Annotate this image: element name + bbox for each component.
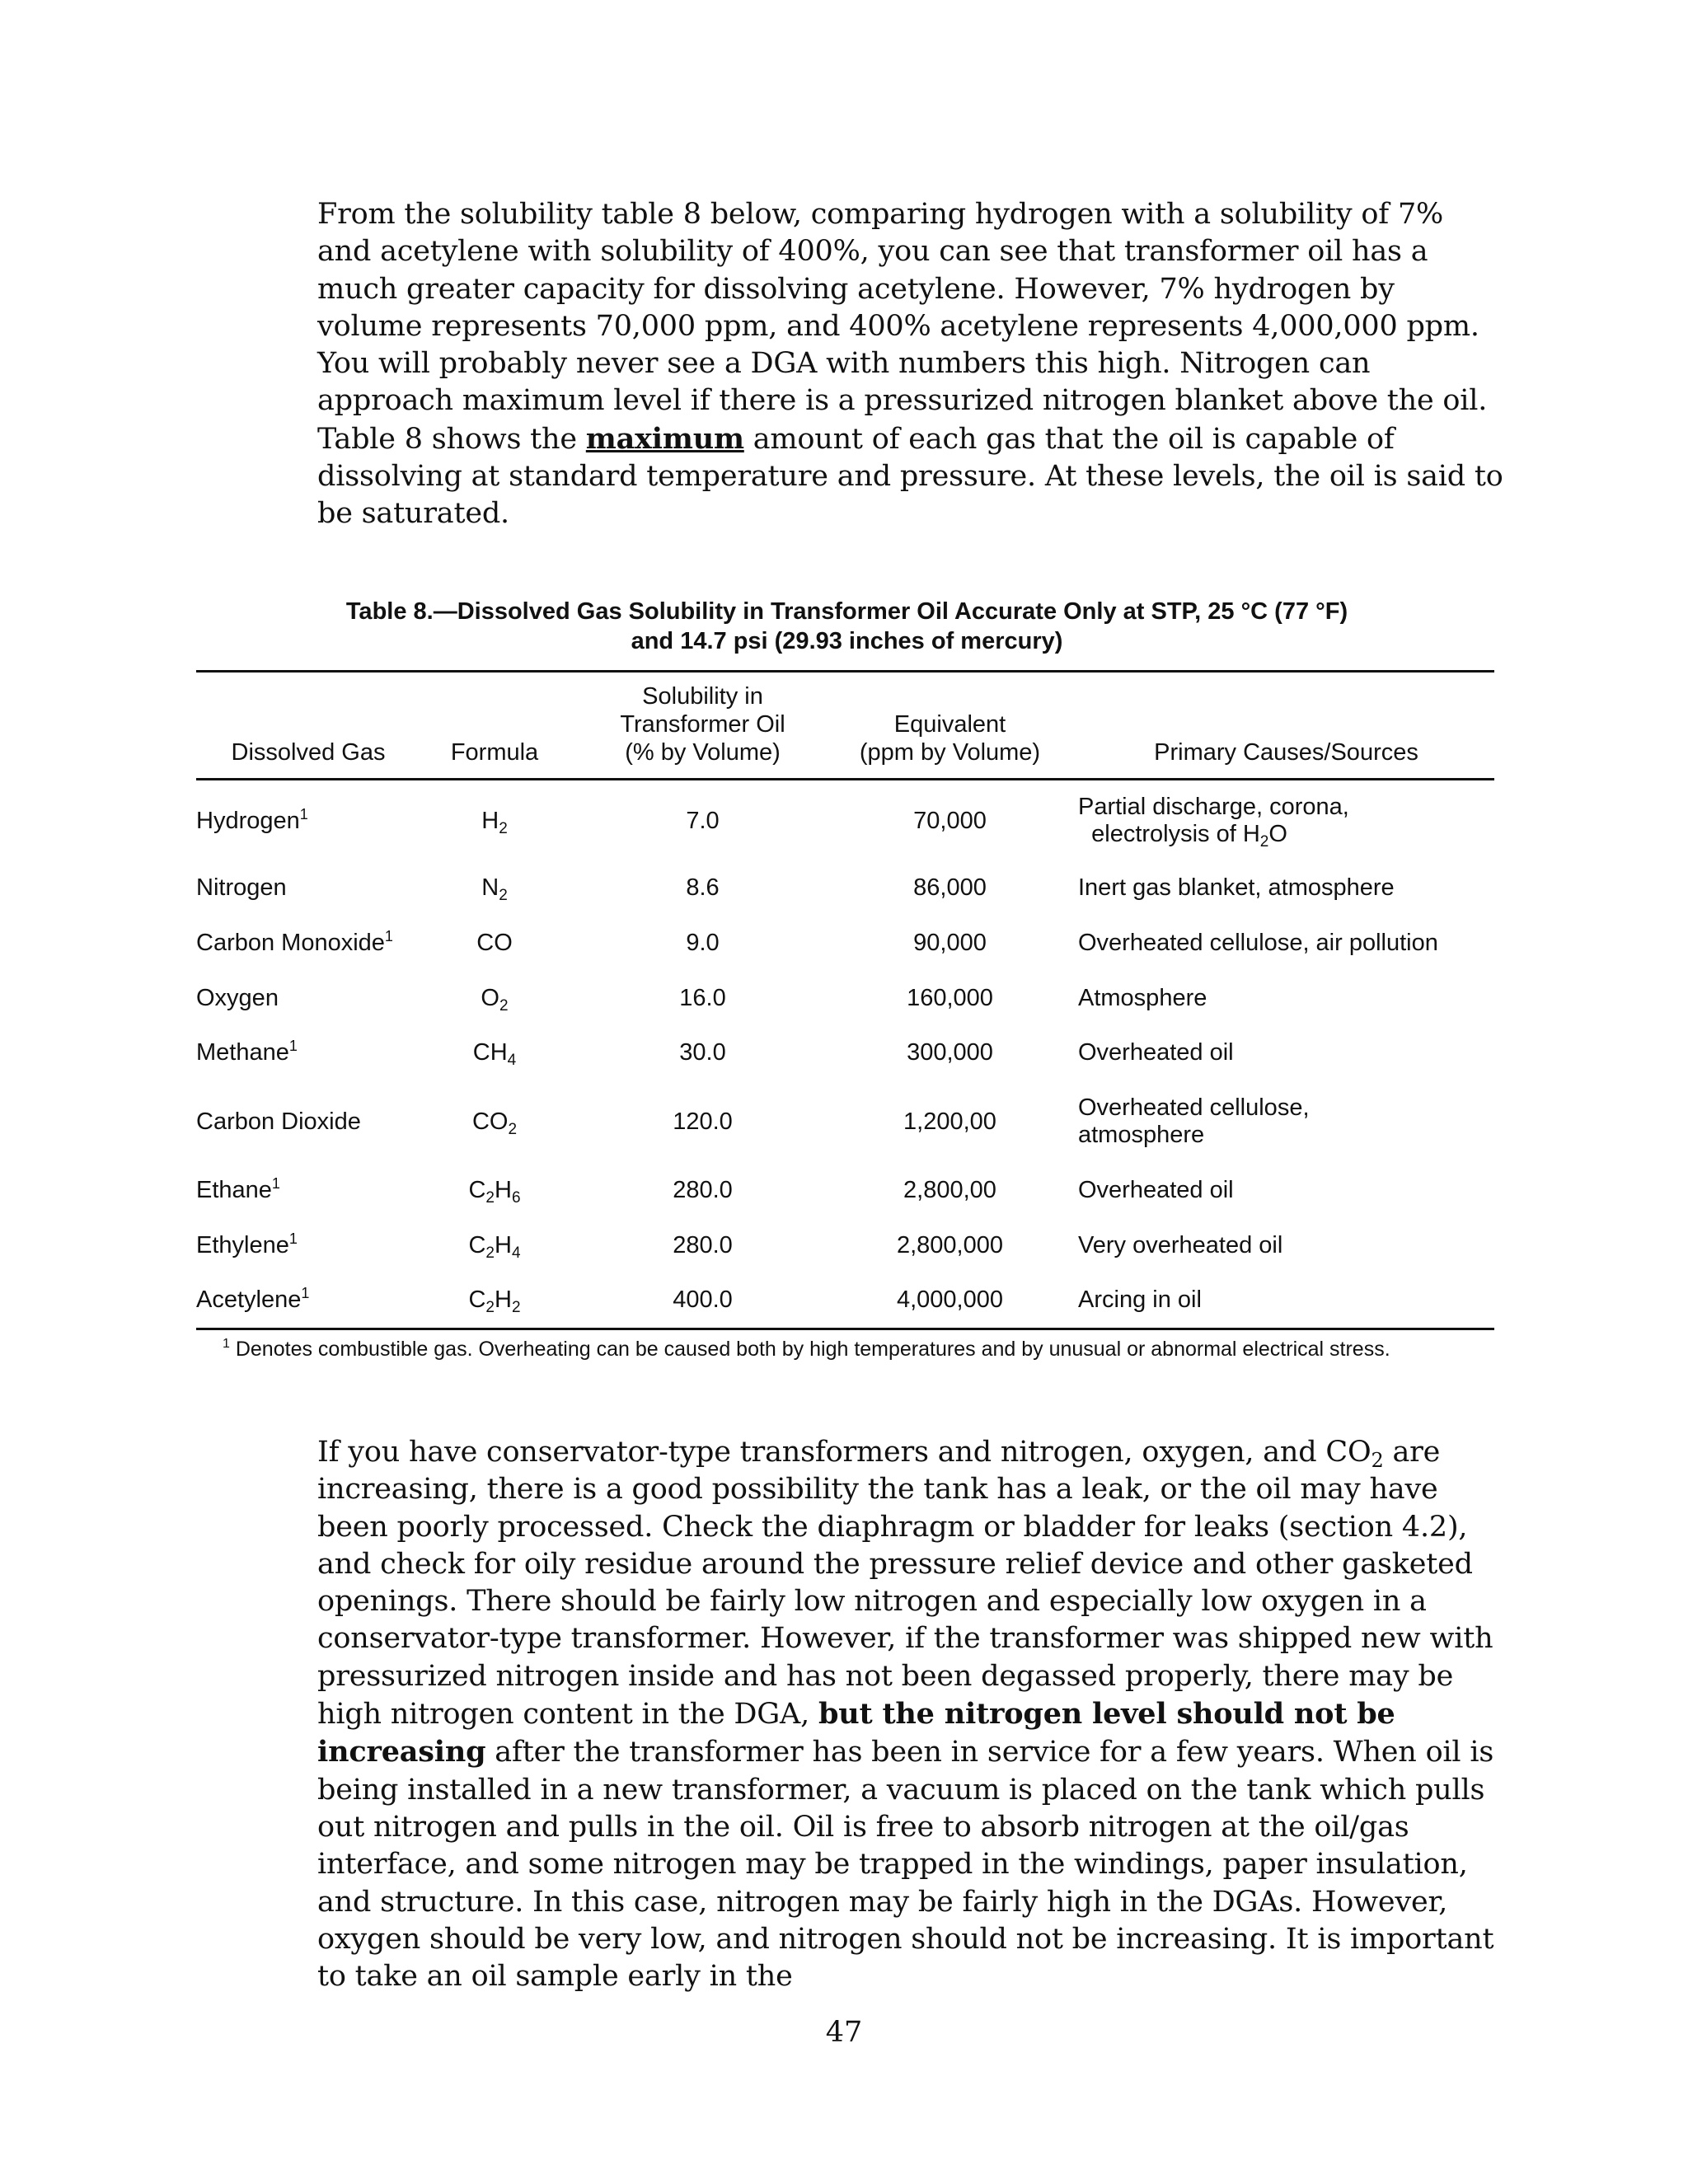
cause-subscript: 2 — [1259, 832, 1269, 851]
table-row — [196, 1025, 1494, 1080]
cell-equivalent: 2,800,000 — [896, 1231, 1003, 1258]
cell-equivalent: 4,000,000 — [896, 1286, 1003, 1314]
cell-cause: Overheated oil — [1078, 1039, 1234, 1066]
para2-text-a: If you have conservator-type transformers and nitrogen, oxygen, and CO — [317, 1436, 1372, 1469]
formula-part: H — [495, 1231, 512, 1258]
cause-line2-end: O — [1268, 820, 1287, 847]
footnote-text: Denotes combustible gas. Overheating can be caused both by high temperatures and by unusual or abnormal electrical stress. — [229, 1338, 1390, 1361]
gas-name: Acetylene — [196, 1286, 302, 1314]
gas-name: Nitrogen — [196, 874, 287, 902]
cell-gas — [196, 1163, 420, 1218]
header-solubility-line3: (% by Volume) — [625, 739, 781, 766]
formula-part: O — [481, 984, 499, 1011]
cell-solubility: 120.0 — [673, 1108, 733, 1135]
table-row — [196, 1272, 1494, 1329]
para1-text-a: From the solubility table 8 below, comparing hydrogen with a solubility of 7% and acetylene with solubility of 400%, you can see that transformer oil has a much greater capacity for dissolving acetylene. However, 7% hydrogen by volume represents 70,000 ppm, and 400% acetylene represents 4,000,000 ppm. You will probably never see a DGA with numbers this high. Nitrogen can approach maximum level if there is a pressurized nitrogen blanket above the oil. Table 8 shows the — [317, 198, 1488, 456]
header-equivalent — [837, 672, 1063, 780]
cell-gas — [196, 1025, 420, 1080]
cell-cause: Arcing in oil — [1078, 1286, 1202, 1314]
gas-name: Hydrogen — [196, 807, 300, 834]
para1-emphasis: maximum — [585, 421, 744, 456]
cell-solubility: 8.6 — [686, 874, 720, 902]
gas-name: Carbon Dioxide — [196, 1108, 361, 1135]
cell-formula — [420, 1025, 569, 1080]
cell-cause: Atmosphere — [1078, 984, 1207, 1011]
combustible-footnote-marker: 1 — [301, 1285, 310, 1302]
cell-equivalent: 90,000 — [913, 930, 987, 957]
cell-formula — [420, 1217, 569, 1272]
header-primary-causes: Primary Causes/Sources — [1154, 739, 1418, 766]
gas-name: Oxygen — [196, 984, 279, 1011]
formula-subscript: 2 — [485, 1299, 495, 1317]
cell-equivalent: 2,800,00 — [903, 1177, 996, 1204]
para1-text-b: amount of each gas that the oil is capable of dissolving at standard temperature and pressure. At these levels, the oil is said to be saturated. — [317, 422, 1503, 531]
table-caption-line1: Table 8.—Dissolved Gas Solubility in Transformer Oil Accurate Only at STP, 25 °C (77 °F) — [345, 598, 1348, 625]
formula-part: CH — [472, 1039, 508, 1066]
combustible-footnote-marker: 1 — [288, 1038, 298, 1055]
cell-cause — [1063, 780, 1494, 861]
formula-subscript: 2 — [508, 1120, 518, 1138]
gas-name: Ethane — [196, 1177, 272, 1204]
cell-solubility: 16.0 — [679, 984, 726, 1011]
formula-part: C — [468, 1286, 486, 1314]
cause-line2: atmosphere — [1078, 1121, 1205, 1148]
formula-subscript: 2 — [499, 887, 508, 905]
cell-equivalent: 1,200,00 — [903, 1108, 996, 1135]
cell-cause: Overheated oil — [1078, 1177, 1234, 1204]
formula-subscript: 4 — [507, 1052, 517, 1070]
cell-solubility: 400.0 — [673, 1286, 733, 1314]
table-row — [196, 1080, 1494, 1163]
cell-cause: Very overheated oil — [1078, 1231, 1283, 1258]
formula-part: C — [468, 1231, 486, 1258]
formula-part: CO — [471, 1108, 509, 1135]
combustible-footnote-marker: 1 — [299, 805, 308, 823]
table-row — [196, 970, 1494, 1025]
formula-part: H — [495, 1286, 512, 1314]
cell-formula — [420, 970, 569, 1025]
para2-subscript: 2 — [1371, 1449, 1384, 1472]
table-row — [196, 860, 1494, 916]
cell-equivalent: 70,000 — [913, 807, 987, 834]
cell-cause — [1063, 1080, 1494, 1163]
formula-subscript: 2 — [499, 996, 509, 1015]
cause-line1: Overheated cellulose, — [1078, 1094, 1310, 1121]
cell-gas — [196, 1080, 420, 1163]
cell-solubility: 9.0 — [686, 930, 720, 957]
cell-gas — [196, 860, 420, 916]
table-caption-line2: and 14.7 psi (29.93 inches of mercury) — [631, 628, 1063, 654]
cell-cause: Inert gas blanket, atmosphere — [1078, 874, 1395, 902]
formula-subscript: 6 — [511, 1189, 521, 1207]
cell-solubility: 7.0 — [686, 807, 720, 834]
combustible-footnote-marker: 1 — [288, 1230, 298, 1247]
cell-solubility: 280.0 — [673, 1177, 733, 1204]
cell-gas — [196, 1272, 420, 1329]
conservator-paragraph — [317, 1434, 1504, 1995]
gas-name: Methane — [196, 1039, 289, 1066]
formula-subscript: 4 — [511, 1244, 521, 1262]
table-footnote — [223, 1337, 1517, 1361]
formula-part: H — [481, 807, 499, 834]
table-header-row — [196, 672, 1494, 780]
cause-line2: electrolysis of H — [1091, 820, 1260, 847]
formula-subscript: 2 — [485, 1244, 495, 1262]
header-solubility-line2: Transformer Oil — [620, 711, 785, 738]
header-equivalent-line2: (ppm by Volume) — [859, 739, 1041, 766]
header-equivalent-line1: Equivalent — [893, 711, 1006, 738]
cell-formula — [420, 780, 569, 861]
cell-solubility: 280.0 — [673, 1231, 733, 1258]
header-formula: Formula — [450, 739, 539, 766]
table-row — [196, 1163, 1494, 1218]
cell-cause: Overheated cellulose, air pollution — [1078, 930, 1438, 957]
gas-solubility-table — [196, 670, 1494, 1330]
para2-text-b: are increasing, there is a good possibility the tank has a leak, or the oil may have been poorly processed. Check the diaphragm or bladder for leaks (section 4.2), and check for oily residue around the pressure relief device and other gasketed openings. There should be fairly low nitrogen and especially low oxygen in a conservator-type transformer. However, if the transformer was shipped new with pressurized nitrogen inside and has not been degassed properly, there may be high nitrogen content in the DGA, — [317, 1436, 1493, 1732]
para2-text-c: after the transformer has been in service for a few years. When oil is being installed in a new transformer, a vacuum is placed on the tank which pulls out nitrogen and pulls in the oil. Oil is free to absorb nitrogen at the oil/gas interface, and some nitrogen may be trapped in the windings, paper insulation, and structure. In this case, nitrogen may be fairly high in the DGAs. However, oxygen should be very low, and nitrogen should not be increasing. It is important to take an oil sample early in the — [317, 1736, 1494, 1994]
cell-equivalent: 300,000 — [907, 1039, 993, 1066]
table-caption — [198, 597, 1496, 656]
gas-name: Carbon Monoxide — [196, 930, 385, 957]
table-row — [196, 780, 1494, 861]
header-dissolved-gas: Dissolved Gas — [231, 739, 386, 766]
cell-solubility: 30.0 — [679, 1039, 726, 1066]
table-row — [196, 1217, 1494, 1272]
footnote-number: 1 — [223, 1337, 230, 1351]
cell-equivalent: 86,000 — [913, 874, 987, 902]
cell-gas — [196, 780, 420, 861]
cell-gas — [196, 1217, 420, 1272]
cell-formula — [420, 1272, 569, 1329]
gas-name: Ethylene — [196, 1231, 289, 1258]
formula-subscript: 2 — [485, 1189, 495, 1207]
cause-line1: Partial discharge, corona, — [1078, 793, 1349, 820]
cell-formula — [420, 1163, 569, 1218]
cell-formula — [420, 860, 569, 916]
cell-equivalent: 160,000 — [907, 984, 993, 1011]
intro-paragraph — [317, 196, 1504, 533]
cell-gas — [196, 916, 420, 971]
formula-part: H — [495, 1177, 512, 1204]
formula-subscript: 2 — [499, 819, 508, 837]
formula-subscript: 2 — [511, 1299, 521, 1317]
cell-formula: CO — [476, 930, 513, 957]
page-number: 47 — [825, 2016, 863, 2049]
combustible-footnote-marker: 1 — [384, 928, 393, 945]
cell-formula — [420, 1080, 569, 1163]
header-solubility-line1: Solubility in — [642, 683, 763, 710]
formula-part: N — [481, 874, 499, 902]
table-row — [196, 916, 1494, 971]
combustible-footnote-marker: 1 — [271, 1175, 280, 1193]
cell-gas — [196, 970, 420, 1025]
formula-part: C — [468, 1177, 486, 1204]
header-solubility — [569, 672, 837, 780]
para2-bold-text: but the nitrogen level should not be increasing — [317, 1697, 1395, 1769]
